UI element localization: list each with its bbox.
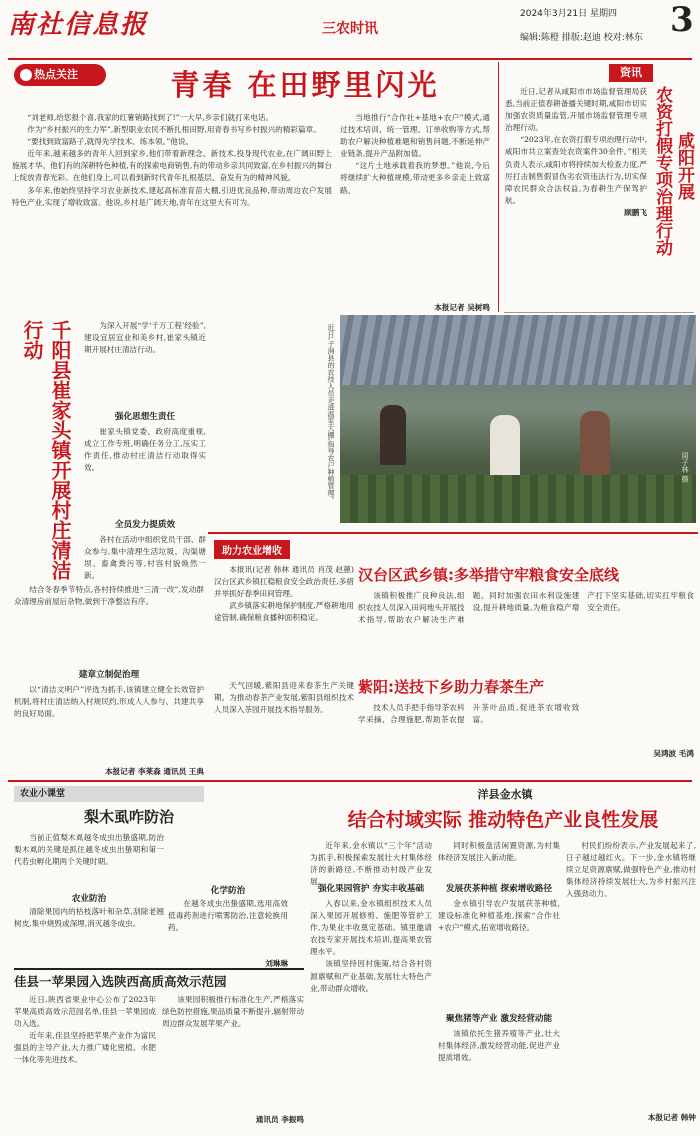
farm-headline-2: 紫阳:送技下乡助力春茶生产 [358,678,544,696]
pear-section-2: 在越冬成虫出蛰盛期,选用高效低毒药剂进行喷雾防治,注意轮换用药。 [168,899,288,933]
issue-date: 2024年3月21日 星期四 [520,9,617,19]
sidebar-headline-1: 农资打假专项治理行动 [652,86,672,256]
sidebar-article-1: 近日,记者从咸阳市市场监督管理局获悉,当前正值春耕备播关键时期,咸阳市切实加强农资质量监管,开展市场监督管理专项治理行动。 “2023年,在农资打假专项治理行动中,咸阳市共立案查处农资案件30余件。”相关负责人表示,咸阳市将持续加大检查力度,严厉打击制售假冒伪劣农资违法行为,切实保障农民群众合法权益,为春耕生产保驾护航。 顾鹏飞 [505,87,647,217]
jinshui-subhead-1: 发展茯茶种植 探索增收路径 [445,884,553,894]
jinshui-col2c: 该镇依托生猪养殖等产业,壮大村集体经济,激发经营动能,促进产业提质增效。 [438,1029,560,1063]
village-intro: 为深入开展“学‘千万工程’经验”,建设宜居宜业和美乡村,崔家头镇近期开展村庄清洁行动。 [84,321,206,355]
village-section-2b: 结合冬春季节特点,各村持续推进“三清一改”,发动群众清理房前屋后杂物,做到干净整洁有序。 [14,585,204,607]
masthead [0,0,700,58]
bullet-icon [20,69,32,81]
jinshui-intro: 近年来,金水镇以“三个年”活动为抓手,积极探索发展壮大村集体经济的新路径,不断推动村级产业发展。 [310,841,432,887]
lead-byline: 本报记者 吴树鸣 [434,303,490,312]
village-byline: 本报记者 李莱森 通讯员 王典 [104,767,204,776]
farm-article-2-col1: 天气回暖,紫阳县迎来春茶生产关键期。为推动春茶产业发展,紫阳县组织技术人员深入茶园开展技术指导服务。 [214,681,354,715]
pear-section-1: 清除果园内的枯枝落叶和杂草,刮除老翘树皮,集中烧毁或深埋,消灭越冬成虫。 [14,907,164,929]
village-section-3: 以“清洁文明户”评选为抓手,该镇建立健全长效管护机制,将村庄清洁纳入村规民约,形成人人参与、共建共享的良好局面。 [14,685,204,719]
pear-subhead-2: 化学防治 [210,886,246,896]
lead-headline: 青春 在田野里闪光 [170,68,440,102]
jinshui-subhead-2: 强化果园管护 夯实丰收基础 [317,884,425,894]
jinshui-article [310,786,696,1132]
farmer-figure [380,405,406,465]
section-divider [8,780,692,782]
photo-caption: 近日,子洲县的农技人员走进温室大棚,指导农户种植管理。 [327,324,335,504]
sidebar-headline-1-prefix: 咸阳开展 [674,132,694,200]
page-number: 3 [670,0,694,40]
newspaper-logo: 南社信息报 [8,10,149,40]
pear-subhead-1: 农业防治 [71,894,107,904]
greenhouse-roof [340,315,696,385]
apple-byline: 通讯员 李振鸣 [255,1115,304,1124]
pear-byline: 刘琳琳 [265,959,288,968]
apple-top-rule [14,968,304,970]
village-section-1: 崔家头镇党委、政府高度重视,成立工作专班,明确任务分工,压实工作责任,推动村庄清洁行动取得实效。 [84,427,206,473]
section-title: 三农时讯 [322,21,378,37]
column-tag: 农业小课堂 [14,786,204,802]
jinshui-col1: 入春以来,金水镇组织技术人员深入果园开展修剪、施肥等管护工作,为果业丰收奠定基础。镇里邀请农技专家开展技术培训,提高果农管理水平。 该镇坚持因村施策,结合各村资源禀赋和产业基础,发展壮大特色产业,带动群众增收。 [310,899,432,993]
jinshui-kicker: 洋县金水镇 [477,788,533,801]
photo-caption-col [210,318,340,528]
apple-headline: 佳县一苹果园入选陕西高质高效示范园 [14,974,227,989]
village-subhead-2: 全员发力提质效 [114,520,176,530]
farm-article-1-col2: 该镇积极推广良种良法,组织农技人员深入田间地头开展技术指导,帮助农户解决生产难题。同时加强农田水利设施建设,提升耕地质量,为粮食稳产增产打下坚实基础,切实扛牢粮食安全责任。 [358,591,694,625]
hotspot-tag: 热点关注 [14,64,106,86]
farm-headline-1: 汉台区武乡镇:多举措守牢粮食安全底线 [358,566,620,584]
village-headline: 千阳县崔家头镇开展村庄清洁行动 [20,320,72,580]
sidebar-divider [504,312,694,313]
farm-article-2-col2: 技术人员手把手指导茶农科学采摘、合理施肥,帮助茶农提升茶叶品质,促进茶农增收致富。 [358,703,580,725]
news-sidebar [498,62,696,312]
farm-income-box [208,532,698,762]
apple-article-col2: 该果园积极推行标准化生产,严格落实绿色防控措施,果品质量不断提升,辐射带动周边群众发展苹果产业。 [162,995,304,1029]
jinshui-headline: 结合村域实际 推动特色产业良性发展 [347,809,659,831]
pear-headline: 梨木虱咋防治 [84,808,175,826]
jinshui-col2b: 金水镇引导农户发展茯茶种植,建设标准化种植基地,探索“合作社+农户”模式,拓宽增收路径。 [438,899,560,933]
lead-article-col2: 当地推行“合作社+基地+农户”模式,通过技术培训、统一管理、订单收购等方式,帮助农户解决种植难题和销售问题,不断延伸产业链条,提升产品附加值。 “这片土地承载着我的梦想。”他说,今后将继续扩大种植规模,带动更多乡亲走上致富路。 [340,113,490,195]
masthead-rule [8,58,692,60]
jinshui-col2a: 同时积极盘活闲置资源,为村集体经济发展注入新动能。 [438,841,560,863]
village-subhead-3: 建章立制促治理 [78,670,140,680]
editor-credits: 编辑:陈橙 排版:赵迪 校对:林东 [520,33,643,43]
jinshui-byline: 本报记者 韩钟 [647,1113,696,1122]
sidebar-tag: 资讯 [609,64,653,82]
farm-article-1-col1: 本报讯(记者 韩林 通讯员 肖茂 赵蕙)汉台区武乡镇扛稳粮食安全政治责任,多措并举抓好春季田间管理。 武乡镇落实耕地保护制度,严格耕地用途管制,确保粮食播种面积稳定。 [214,565,354,623]
lead-article: “刘老师,给您报个喜,我家的红薯销路找到了!”一大早,乡亲们就打来电话。 作为“乡村振兴的生力军”,新型职业农民不断扎根田野,用青春书写乡村振兴的精彩篇章。 “要找到致富路子,就得先学技术、练本领。”他说。 近年来,越来越多的青年人回到家乡,他们带着新理念、新技术,投身现代农业,在广阔田野上施展才华。他们有的深耕特色种植,有的探索电商销售,有的带动乡亲共同致富,在乡村振兴的舞台上绽放青春光彩。在他们身上,可以看到新时代青年扎根基层、奋发有为的精神风貌。 多年来,他始终坚持学习农业新技术,建起高标准育苗大棚,引进优良品种,带动周边农户发展特色产业,实现了增收致富。他说,乡村是广阔天地,青年在这里大有可为。 [12,113,332,207]
village-subhead-1: 强化思想生责任 [114,412,176,422]
photo-credit: 周子林 摄 [681,452,689,483]
apple-article-col1: 近日,陕西省果业中心公布了2023年苹果高质高效示范园名单,佳县一苹果园成功入选。 近年来,佳县坚持把苹果产业作为富民强县的主导产业,大力推广矮化密植、水肥一体化等先进技术。 [14,995,156,1065]
farm-byline-2: 吴鸿波 毛鸿 [653,749,694,758]
jinshui-subhead-3: 聚焦猪等产业 激发经营动能 [445,1014,553,1024]
village-section-2: 各村在活动中组织党员干部、群众参与,集中清理生活垃圾、沟渠塘坝、畜禽粪污等,村容村貌焕然一新。 [84,535,206,581]
jinshui-col3: 村民们纷纷表示,产业发展起来了,日子越过越红火。下一步,金水镇将继续立足资源禀赋,做强特色产业,推动村集体经济持续发展壮大,为乡村振兴注入强劲动力。 [566,841,696,899]
farm-box-tag: 助力农业增收 [214,540,290,559]
pear-intro: 当前正值梨木虱越冬成虫出蛰盛期,防治梨木虱的关键是抓住越冬成虫出蛰期和第一代若虫孵化期两个关键时期。 [14,833,164,867]
